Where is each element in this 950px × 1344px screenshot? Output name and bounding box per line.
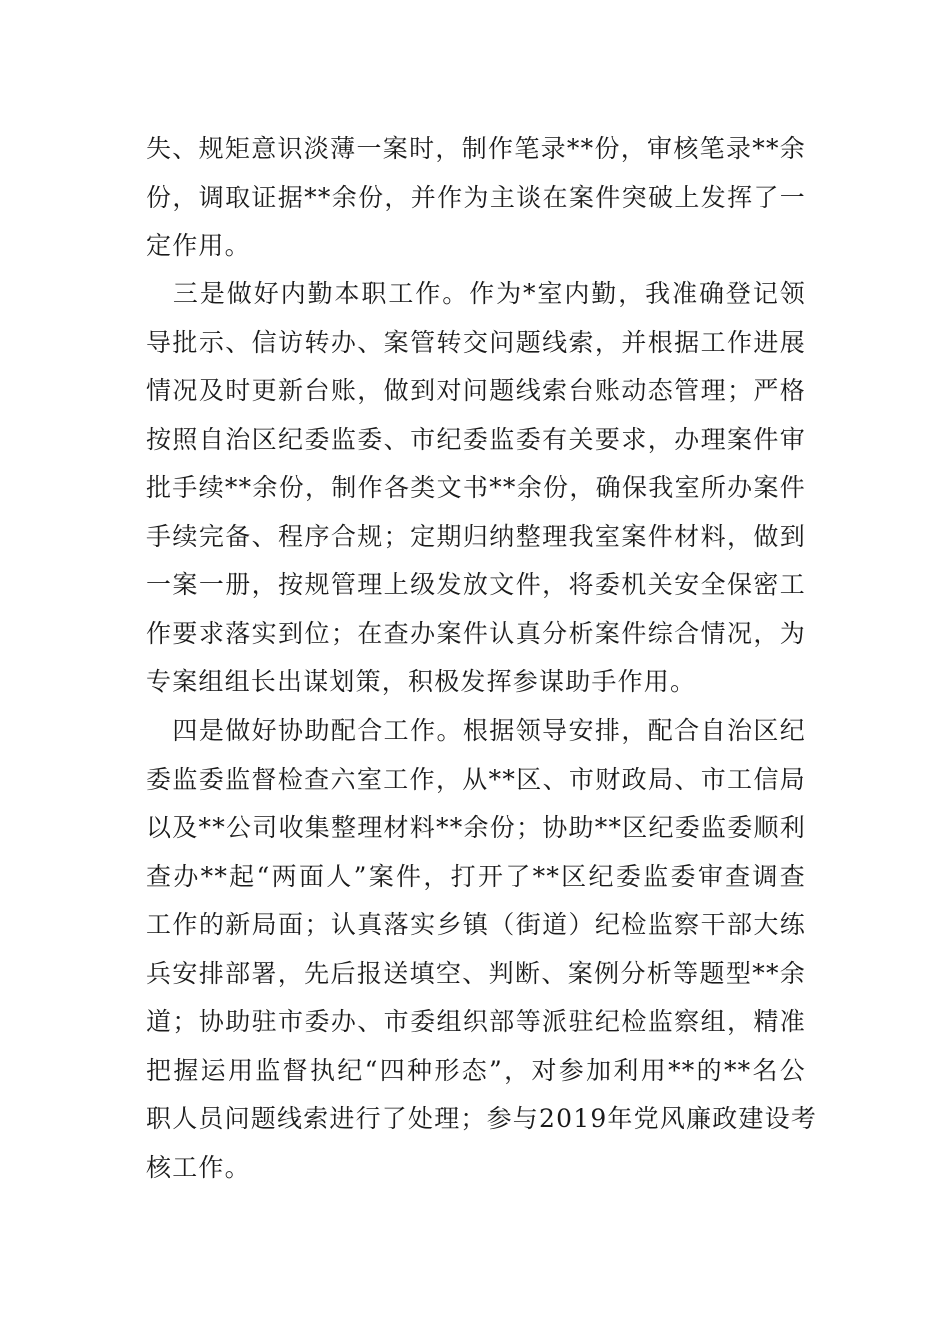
text-line: 三是做好内勤本职工作。作为*室内勤，我准确登记领 (146, 279, 806, 308)
paragraph-coordination (146, 707, 818, 1192)
text-line: 核工作。 (146, 1152, 251, 1182)
paragraph-continuation (146, 125, 806, 271)
text-line: 份，调取证据**余份，并作为主谈在案件突破上发挥了一 (146, 182, 806, 212)
text-line: 失、规矩意识淡薄一案时，制作笔录**份，审核笔录**余 (146, 134, 806, 163)
text-line: 兵安排部署，先后报送填空、判断、案例分析等题型**余 (146, 958, 806, 988)
text-line: 定作用。 (146, 231, 251, 260)
text-line: 把握运用监督执纪“四种形态”，对参加利用**的**名公 (146, 1055, 806, 1085)
text-line: 委监委监督检查六室工作，从**区、市财政局、市工信局 (146, 764, 806, 794)
paragraph-internal-duties (146, 270, 806, 707)
text-line: 作要求落实到位；在查办案件认真分析案件综合情况，为 (146, 618, 806, 648)
text-line: 以及**公司收集整理材料**余份；协助**区纪委监委顺利 (146, 813, 806, 842)
text-line: 职人员问题线索进行了处理；参与2019年党风廉政建设考 (146, 1104, 818, 1133)
text-line: 道；协助驻市委办、市委组织部等派驻纪检监察组，精准 (146, 1007, 806, 1036)
text-line: 情况及时更新台账，做到对问题线索台账动态管理；严格 (146, 376, 806, 405)
text-line: 手续完备、程序合规；定期归纳整理我室案件材料，做到 (146, 521, 806, 551)
text-line: 批手续**余份，制作各类文书**余份，确保我室所办案件 (146, 473, 806, 502)
text-line: 专案组组长出谋划策，积极发挥参谋助手作用。 (146, 667, 697, 696)
text-line: 导批示、信访转办、案管转交问题线索，并根据工作进展 (146, 327, 806, 357)
text-line: 工作的新局面；认真落实乡镇（街道）纪检监察干部大练 (146, 910, 806, 939)
text-line: 四是做好协助配合工作。根据领导安排，配合自治区纪 (146, 716, 806, 745)
text-line: 按照自治区纪委监委、市纪委监委有关要求，办理案件审 (146, 424, 806, 454)
text-line: 一案一册，按规管理上级发放文件，将委机关安全保密工 (146, 570, 806, 599)
text-line: 查办**起“两面人”案件，打开了**区纪委监委审查调查 (146, 861, 806, 891)
